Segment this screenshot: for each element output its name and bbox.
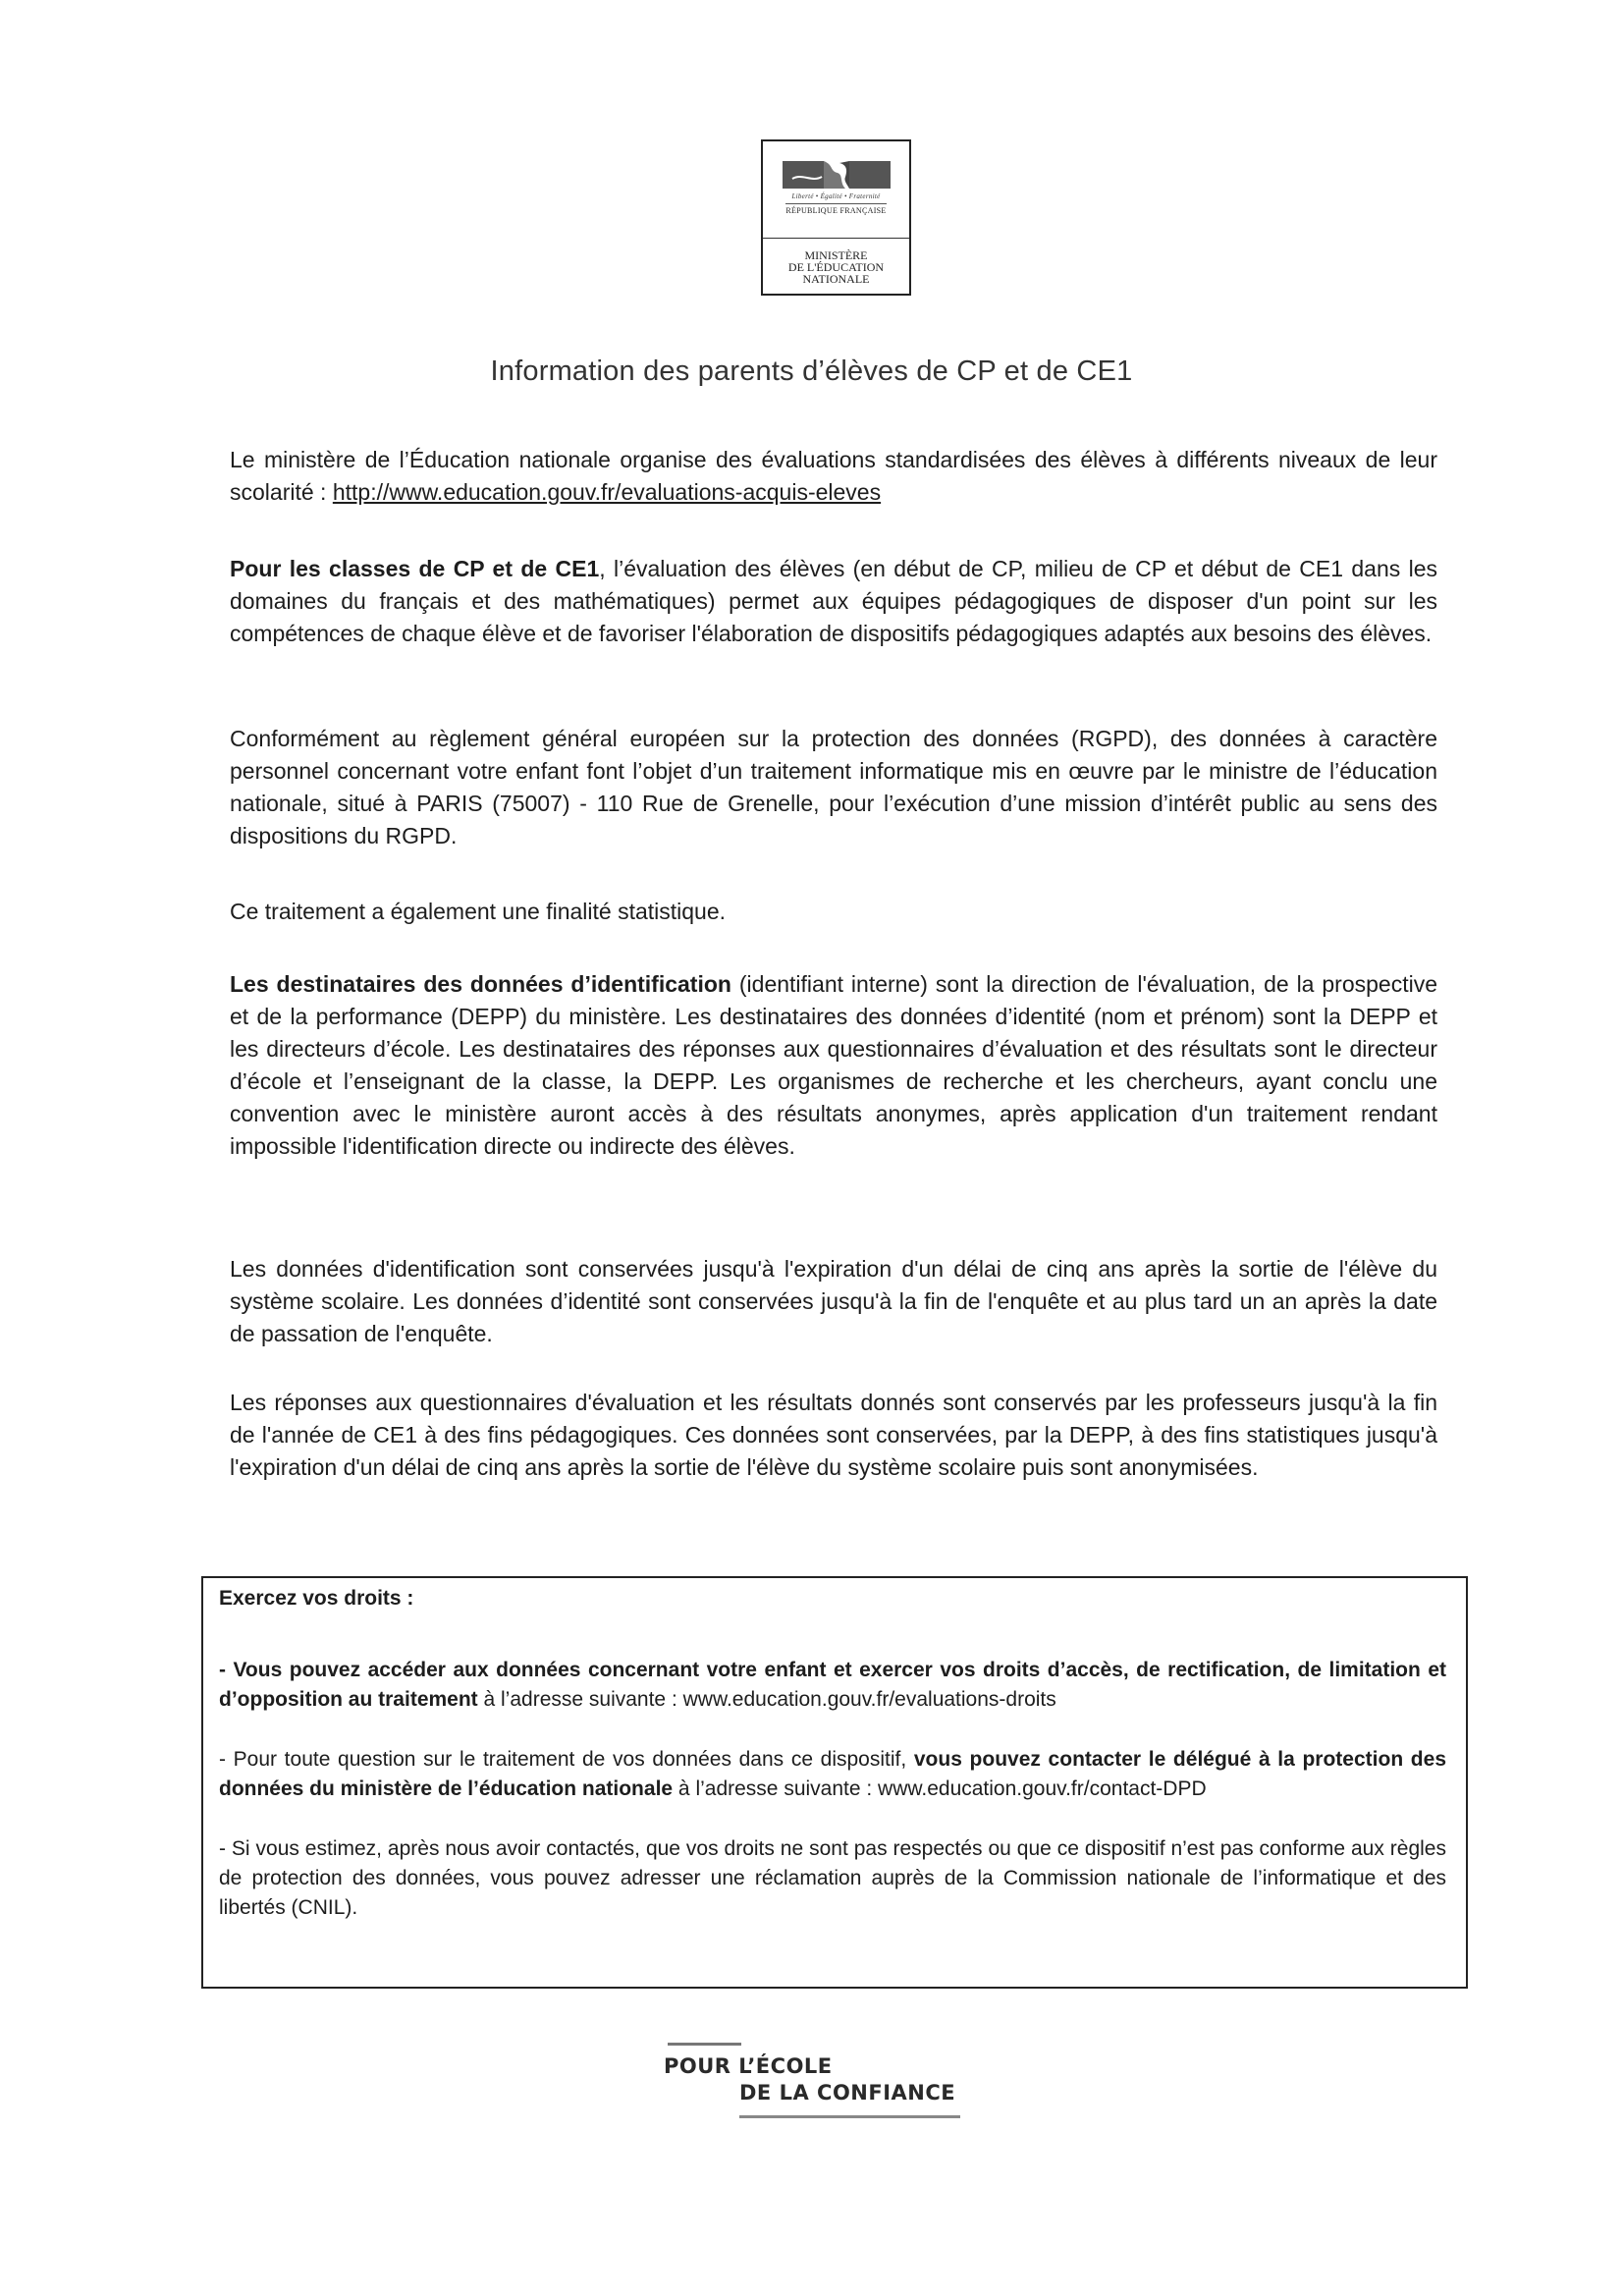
rights-item-bold: - Vous pouvez accéder aux données concernant votre enfant et exercer vos droits d’accès, de rectification, de limitation et d’opposition au traitement xyxy=(219,1659,1446,1711)
rights-item-access xyxy=(219,1656,1446,1715)
evaluations-link[interactable]: http://www.education.gouv.fr/evaluations-acquis-eleves xyxy=(332,479,882,505)
paragraph-bold-lead: Pour les classes de CP et de CE1 xyxy=(230,556,600,581)
republic-motto: Liberté • Égalité • Fraternité xyxy=(791,192,881,200)
rights-item-text: à l’adresse suivante : www.education.gouv.fr/evaluations-droits xyxy=(477,1688,1056,1711)
slogan-line-1: POUR L’ÉCOLE xyxy=(664,2054,833,2078)
rights-item-cnil xyxy=(219,1834,1446,1923)
decorative-rule xyxy=(668,2043,741,2046)
intro-paragraph xyxy=(230,444,1437,509)
statistics-paragraph xyxy=(230,896,1437,928)
decorative-rule xyxy=(739,2115,960,2118)
footer-slogan-logo xyxy=(664,2043,968,2118)
document-title: Information des parents d’élèves de CP et de CE1 xyxy=(490,355,1133,387)
rights-item-dpo xyxy=(219,1745,1446,1804)
rights-item-text: à l’adresse suivante : www.education.gouv.fr/contact-DPD xyxy=(673,1777,1207,1800)
paragraph-text: , l’évaluation des élèves (en début de CP, milieu de CP et début de CE1 dans les domaines du français et des mathématiques) permet aux équipes pédagogiques de disposer d'un point sur les compétences de chaque élève et de favoriser l'élaboration de dispositifs pédagogiques adaptés aux besoins des élèves. xyxy=(230,556,1437,646)
paragraph-text: Les réponses aux questionnaires d'évaluation et les résultats donnés sont conservés par les professeurs jusqu'à la fin de l'année de CE1 à des fins pédagogiques. Ces données sont conservées, par la DEPP, à des fins statistiques jusqu'à l'expiration d'un délai de cinq ans après la sortie de l'élève du système scolaire puis sont anonymisées. xyxy=(230,1390,1437,1480)
rights-item-bold: vous pouvez contacter le délégué à la protection des données du ministère de l’éducation nationale xyxy=(219,1748,1446,1800)
paragraph-text: (identifiant interne) sont la direction de l'évaluation, de la prospective et de la performance (DEPP) du ministère. Les destinataires des données d’identité (nom et prénom) sont la DEPP et les directeurs d’école. Les destinataires des réponses aux questionnaires d’évaluation et des résultats sont le directeur d’école et l’enseignant de la classe, la DEPP. Les organismes de recherche et les chercheurs, ayant conclu une convention avec le ministère auront accès à des résultats anonymes, après application d'un traitement rendant impossible l'identification directe ou indirecte des élèves. xyxy=(230,971,1438,1159)
paragraph-bold-lead: Les destinataires des données d’identification xyxy=(230,971,731,997)
cp-ce1-paragraph xyxy=(230,553,1437,650)
ministry-line: NATIONALE xyxy=(802,272,870,286)
paragraph-text: Ce traitement a également une finalité statistique. xyxy=(230,899,727,924)
rights-item-text: - Pour toute question sur le traitement de vos données dans ce dispositif, xyxy=(219,1748,914,1771)
marianne-icon xyxy=(783,161,891,189)
retention-paragraph xyxy=(230,1253,1437,1350)
ministry-name xyxy=(763,239,909,296)
results-retention-paragraph xyxy=(230,1387,1437,1484)
rights-item-text: - Si vous estimez, après nous avoir contactés, que vos droits ne sont pas respectés ou que ce dispositif n’est pas conforme aux règles de protection des données, vous pouvez adresser une réclamation auprès de la Commission nationale de l’informatique et des libertés (CNIL). xyxy=(219,1837,1446,1919)
paragraph-text: Conformément au règlement général européen sur la protection des données (RGPD), des données à caractère personnel concernant votre enfant font l’objet d’un traitement informatique mis en œuvre par le ministre de l’éducation nationale, situé à PARIS (75007) - 110 Rue de Grenelle, pour l’exécution d’une mission d’intérêt public au sens des dispositions du RGPD. xyxy=(230,726,1437,848)
slogan-line-2: DE LA CONFIANCE xyxy=(739,2081,956,2105)
recipients-paragraph xyxy=(230,968,1437,1163)
paragraph-text: Les données d'identification sont conservées jusqu'à l'expiration d'un délai de cinq ans après la sortie de l'élève du système scolaire. Les données d’identité sont conservées jusqu'à la fin de l'enquête et au plus tard un an après la date de passation de l'enquête. xyxy=(230,1256,1437,1346)
republic-emblem xyxy=(763,141,909,239)
paragraph-text: Le ministère de l’Éducation nationale organise des évaluations standardisées des élèves à différents niveaux de leur scolarité : xyxy=(230,447,1437,505)
rights-title: Exercez vos droits : xyxy=(219,1587,414,1610)
rights-box xyxy=(201,1576,1468,1989)
ministry-logo xyxy=(761,139,911,296)
ministry-line: MINISTÈRE xyxy=(804,248,868,262)
rgpd-paragraph xyxy=(230,723,1437,852)
republic-name: RÉPUBLIQUE FRANÇAISE xyxy=(785,203,886,215)
ministry-line: DE L'ÉDUCATION xyxy=(787,260,885,274)
